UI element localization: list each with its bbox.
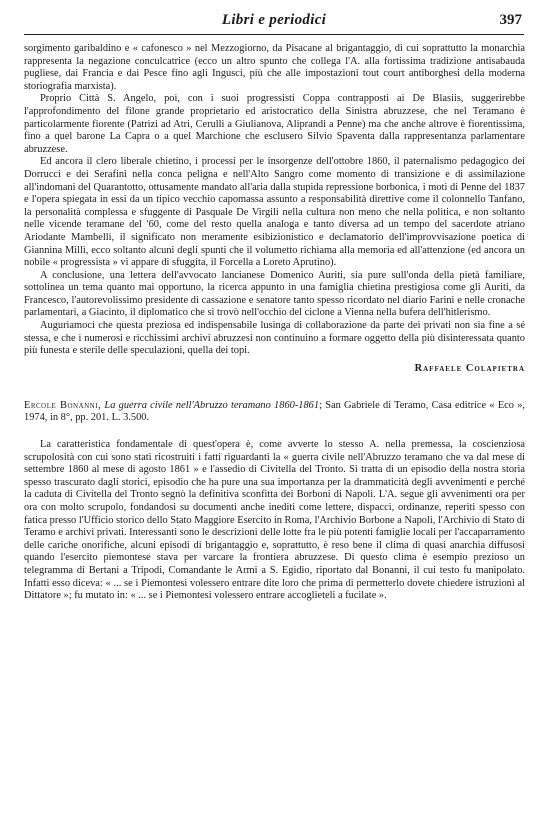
- page-header: [24, 0, 524, 35]
- publication-details: ; San Gabriele di Teramo, Casa editrice « Eco », 1974, in 8°, pp. 201. L. 3.500.: [24, 399, 526, 424]
- page-number: 397: [499, 12, 522, 28]
- paragraph: Auguriamoci che questa preziosa ed indispensabile lusinga di collaborazione da parte dei privati non sia fine a sé stessa, e che i numerosi e ricchissimi archivi abruzzesi non continuino a formare oggetto della più disinteressata quanto più funesta e sterile delle speculazioni, quella dei topi.: [24, 320, 525, 357]
- book-author: Ercole Bonanni,: [24, 399, 102, 411]
- review-colapietra: [24, 43, 525, 374]
- review-body: La caratteristica fondamentale di quest'opera è, come avverte lo stesso A. nella premessa, la coscienziosa scrupolosità con cui sono stati ricostruiti i fatti riguardanti la « guerra civile nell'Abruzzo teramano che va dal mese di settembre 1860 al mese di agosto 1861 » e l'assedio di Civitella del Tronto. Si tratta di un episodio della nostra storia spesso trascurato dagli storici, episodio che ha pure una sua importanza per la drammaticità degli avvenimenti e perché la caduta di Civitella del Tronto segnò la definitiva sconfitta dei Borboni di Napoli. L'A. segue gli avvenimenti ora per ora con molto scrupolo, fondandosi su documenti anche inediti come lettere, dispacci, ordinanze, reperiti spesso con fatica presso l'Ufficio storico dello Stato Maggiore Esercito in Roma, l'Archivio Borbone a Napoli, l'Archivio di Stato di Teramo e archivi privati. Interessanti sono le descrizioni delle lotte fra le più potenti famiglie locali per l'accaparramento delle cariche onorifiche, alcuni episodi di brigantaggio e, soprattutto, è reso bene il clima di quasi anarchia diffusosi quando l'esercito piemontese stava per varcare la frontiera abruzzese. Di questo clima è esempio prezioso un telegramma di Bertani a Tripodi, Comandante le Armi a S. Egidio, riportato dal Bonanni, il cui testo fu manipolato. Infatti esso diceva: « ... se i Piemontesi volessero entrare dite loro che prima di permetterlo dovete chiedere istruzioni al Dittatore »; fu mutato in: « ... se i Piemontesi volessero entrare accoglieteli a fucilate ».: [24, 439, 525, 602]
- paragraph: sorgimento garibaldino e « cafonesco » nel Mezzogiorno, da Pisacane al brigantaggio, di cui soprattutto la monarchia rappresenta la negazione conculcatrice (ecco un altro spunto che collega l'A. alla fortissima tradizione antisabauda pugliese, dai Francia e dai Pesce fino agli Ingusci, più che alle impostazioni tout court antiborghesi della moderna storiografia marxista).: [24, 43, 525, 92]
- paragraph: A conclusione, una lettera dell'avvocato lancianese Domenico Auriti, sia pure sull'onda della pietà familiare, sottolinea un tema quanto mai opportuno, la ricerca appunto in una famiglia chietina prestigiosa come gli Auriti, da Francesco, l'autorevolissimo presidente di cassazione e senatore tanto spesso ricordato nel diario Farini e nelle cronache parlamentari, a Giacinto, il diplomatico che si trovò nell'occhio del ciclone a Vienna nella bufera dell'hitlerismo.: [24, 269, 525, 319]
- running-title: Libri e periodici: [221, 12, 327, 28]
- paragraph: Ed ancora il clero liberale chietino, i processi per le insorgenze dell'ottobre 1860, il paternalismo pedagogico dei Dorrucci e dei Serafini nella conca peligna e nell'Alto Sangro come momento di transizione e di assimilazione all'indomani del Quarantotto, ottusamente mandato all'aria dalla stupida repressione borbonica, i moti di Penne del 1837 e l'opera spiegata in essi da un tipico vecchio capomassa assunto a responsabilità direttive come il colonnello Tanfano, la personalità complessa e sfuggente di Pasquale De Virgili nella cultura non meno che nella politica, e non soltanto nelle vicende teramane del '60, come del resto quella analoga e tanto diversa ad un tempo del sacerdote atriano Ariodante Mambelli, il significato non meramente esibizionistico e declamatorio dell'improvvisazione poetica di Giannina Milli, ecco soltanto alcuni degli spunti che il volumetto richiama alla memoria ed all'attenzione (ed ancora un nobile « progressista » vi appare di sfuggita, il Forcella a Loreto Aprutino).: [24, 156, 525, 269]
- book-title: La guerra civile nell'Abruzzo teramano 1860-1861: [104, 399, 320, 411]
- review-bonanni-citation: [24, 400, 525, 425]
- author-signature: Raffaele Colapietra: [414, 362, 525, 374]
- paragraph: Proprio Città S. Angelo, poi, con i suoi progressisti Coppa contrapposti ai De Blasiis, suggerirebbe l'approfondimento del filone grande proprietario ed aristocratico della Sinistra abruzzese, che nel Teramano è particolarmente fiorente (Patrizi ad Atri, Cerulli a Giulianova, Aliprandi a Penne) ma che anche altrove è fiorentissima, fino a quel barone La Capra o a quel Marchione che esclusero Silvio Spaventa dalla rappresentanza parlamentare abruzzese.: [24, 93, 525, 155]
